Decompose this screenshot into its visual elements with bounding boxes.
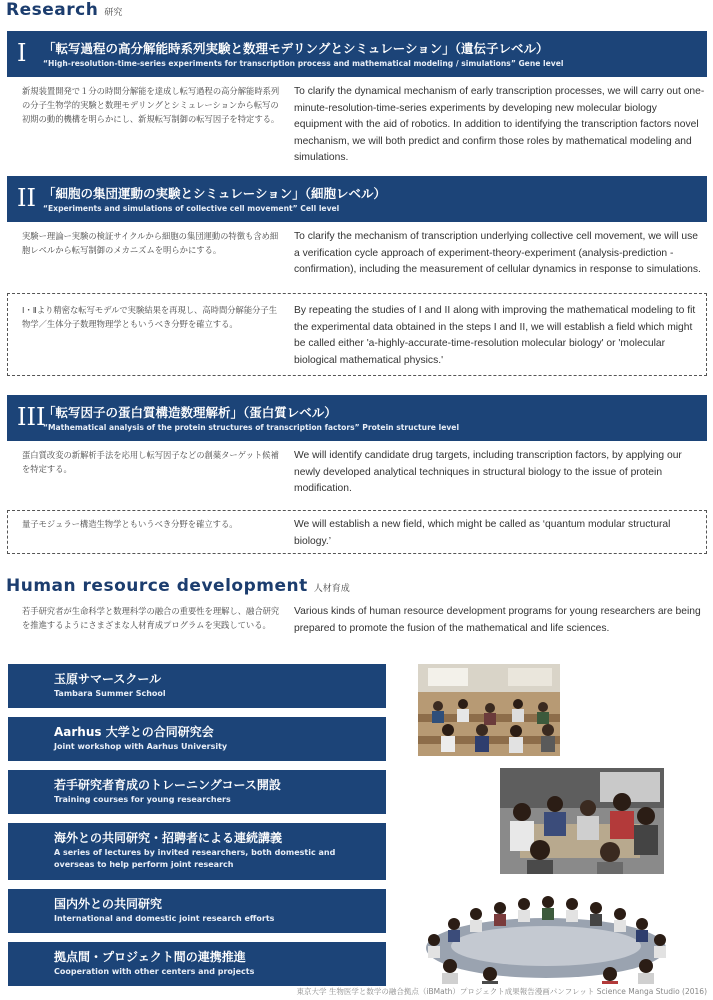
section-3-numeral: III	[17, 403, 46, 431]
section-3-row-1-jp: 蛋白質改変の新解析手法を応用し転写因子などの創薬ターゲット候補を特定する。	[22, 450, 279, 474]
program-lectures-en: A series of lectures by invited researchers, both domestic and overseas to help perform joint research	[54, 848, 336, 869]
section-2-title-en: “Experiments and simulations of collective cell movement” Cell level	[43, 204, 340, 213]
section-1-title-en: “High-resolution-time-series experiments for transcription process and mathematical modeling / simulations” Gene level	[43, 59, 564, 68]
program-joint-research-en: International and domestic joint research efforts	[54, 914, 275, 923]
section-2-row-2-jp: Ⅰ・Ⅱより精密な転写モデルで実験結果を再現し、高時間分解能分子生物学／生体分子数理物理学ともいうべき分野を確立する。	[22, 305, 278, 329]
section-3-row-1-en: We will identify candidate drug targets, including transcription factors, by applying our newly developed analytical techniques in structural biology to the issue of protein modification.	[294, 450, 682, 494]
program-tambara-jp: 玉原サマースクール	[54, 672, 162, 686]
program-cooperation-jp: 拠点間・プロジェクト間の連携推進	[54, 950, 246, 964]
program-joint-research-jp: 国内外との共同研究	[54, 897, 163, 911]
section-3-band	[7, 395, 707, 441]
section-1-numeral: I	[17, 39, 27, 67]
program-training-jp: 若手研究者育成のトレーニングコース開設	[54, 778, 281, 792]
research-title-jp: 研究	[104, 8, 123, 18]
program-lectures	[8, 823, 386, 880]
program-training	[8, 770, 386, 814]
hr-intro-jp: 若手研究者が生命科学と数理科学の融合の重要性を理解し、融合研究を推進するようにさまざまな人材育成プログラムを実践している。	[22, 606, 280, 630]
section-1-row-1-jp: 新規装置開発で１分の時間分解能を達成し転写過程の高分解能時系列の分子生物学的実験と数理モデリングとシミュレーションから転写の初期の動的機構を明らかにし、新規転写制御の転写因子を特定する。	[22, 86, 280, 124]
hr-title-jp: 人材育成	[313, 584, 350, 594]
program-cooperation-en: Cooperation with other centers and projects	[54, 967, 255, 976]
section-3-row-2-en: We will establish a new field, which might be called as ‘quantum modular structural biology.’	[294, 519, 671, 547]
hr-title: Human resource development	[6, 576, 308, 596]
section-2-band	[7, 176, 707, 222]
program-cooperation	[8, 942, 386, 986]
program-lectures-jp: 海外との共同研究・招聘者による連続講義	[54, 831, 283, 845]
section-2-title-jp: 「細胞の集団運動の実験とシミュレーション」（細胞レベル）	[43, 186, 387, 201]
section-3-title-en: “Mathematical analysis of the protein structures of transcription factors” Protein structure level	[43, 423, 460, 432]
section-3-title-jp: 「転写因子の蛋白質構造数理解析」（蛋白質レベル）	[43, 405, 337, 420]
photo-group-discussion	[500, 768, 664, 874]
section-1-band	[7, 31, 707, 77]
section-2-row-1-en: To clarify the mechanism of transcription underlying collective cell movement, we will use a verification cycle approach of experiment-theory-experiment (analysis-prediction -confirmation), including the measurement of cellular dynamics in response to simulations.	[294, 231, 701, 275]
section-2-row-2-en: By repeating the studies of I and II along with improving the mathematical modeling to fit the experimental data obtained in the steps I and II, we will establish a field which might be called either 'a-highly-accurate-time-resolution molecular biology' or 'molecular biological mathematical physics.'	[294, 305, 696, 366]
section-3-row-2-jp: 量子モジュラー構造生物学ともいうべき分野を確立する。	[22, 519, 238, 529]
program-aarhus-jp: Aarhus 大学との合同研究会	[54, 725, 214, 739]
program-tambara-en: Tambara Summer School	[54, 689, 166, 698]
program-aarhus-en: Joint workshop with Aarhus University	[54, 742, 228, 751]
hr-intro-en: Various kinds of human resource development programs for young researchers are being prepared to promote the fusion of the mathematical and life sciences.	[294, 606, 701, 634]
program-joint-research	[8, 889, 386, 933]
footer-credit: 東京大学 生物医学と数学の融合拠点（iBMath）プロジェクト成果報告漫画パンフレット Science Manga Studio (2016)	[296, 987, 707, 996]
program-tambara	[8, 664, 386, 708]
research-title: Research	[6, 0, 99, 20]
section-2-numeral: II	[17, 184, 36, 212]
hr-heading	[6, 576, 350, 596]
section-2-row-1-jp: 実験ー理論ー実験の検証サイクルから細胞の集団運動の特徴も含め細胞レベルから転写制御のメカニズムを明らかにする。	[22, 231, 279, 255]
program-aarhus	[8, 717, 386, 761]
research-heading	[6, 0, 122, 20]
photo-round-table	[410, 888, 682, 984]
section-1-row-1-en: To clarify the dynamical mechanism of early transcription processes, we will carry out one-minute-resolution-time-series experiments by developing new molecular biology equipment with the aid of robotics. In addition to identifying the transcription factors novel mechanism, we will both predict and confirm those roles by mathematical modeling and simulations.	[294, 86, 705, 163]
photo-classroom	[418, 664, 560, 756]
section-1-title-jp: 「転写過程の高分解能時系列実験と数理モデリングとシミュレーション」（遺伝子レベル）	[43, 41, 549, 56]
program-training-en: Training courses for young researchers	[54, 795, 231, 804]
